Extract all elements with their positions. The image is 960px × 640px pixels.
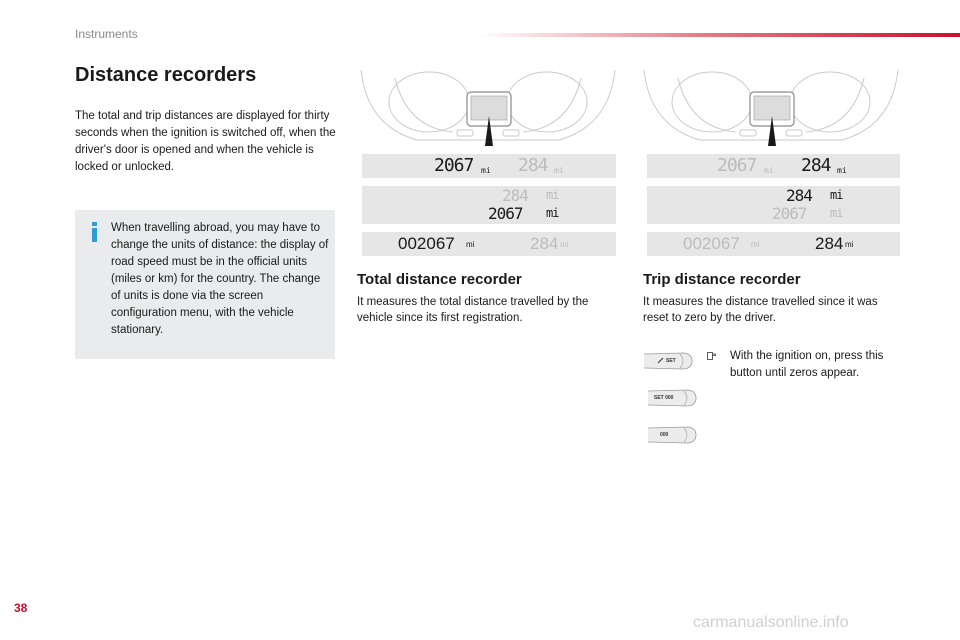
instrument-cluster-illustration	[640, 66, 902, 146]
total-value: 2067	[717, 155, 757, 176]
instrument-cluster-illustration	[357, 66, 619, 146]
total-unit: mi	[546, 206, 559, 220]
total-value: 2067	[488, 204, 523, 223]
total-value: 2067	[434, 155, 474, 176]
trip-value: 284	[815, 234, 844, 253]
total-unit: mi	[764, 166, 774, 175]
trip-unit: mi	[830, 188, 843, 202]
odometer-display-two-line	[362, 186, 616, 224]
trip-value: 284	[530, 234, 559, 253]
total-value: 2067	[772, 204, 807, 223]
trip-value: 284	[502, 186, 528, 205]
trip-recorder-text: It measures the distance travelled since it was reset to zero by the driver.	[643, 296, 878, 324]
page-number: 38	[14, 601, 28, 615]
reset-button[interactable]	[646, 424, 698, 446]
trip-value: 284	[518, 155, 548, 176]
total-unit: mi	[751, 240, 760, 249]
total-value: 002067	[683, 234, 740, 253]
watermark: carmanualsonline.info	[693, 614, 849, 631]
total-recorder-text: It measures the total distance travelled by the vehicle since its first registration.	[357, 296, 589, 324]
section-label: Instruments	[75, 27, 138, 41]
trip-unit: mi	[546, 188, 559, 202]
info-text: When travelling abroad, you may have to change the units of distance: the display of road speed must be in the official units (miles or km) for the country. The change of units is done via the screen configuration menu, with the vehicle stationary.	[111, 222, 329, 336]
trip-unit: mi	[560, 240, 569, 249]
total-value: 002067	[398, 234, 455, 253]
total-unit: mi	[466, 240, 475, 249]
total-unit: mi	[830, 206, 843, 220]
odometer-display-digital	[362, 232, 616, 256]
trip-unit: mi	[845, 240, 854, 249]
header-rule	[480, 33, 960, 37]
page-title: Distance recorders	[75, 64, 257, 86]
odometer-display-single-line	[362, 154, 616, 178]
set-reset-button[interactable]	[646, 387, 698, 409]
set-reset-button-label: SET 000	[654, 395, 674, 401]
trip-recorder-heading: Trip distance recorder	[643, 271, 801, 288]
odometer-display-two-line	[647, 186, 900, 224]
trip-value: 284	[786, 186, 812, 205]
trip-value: 284	[801, 155, 831, 176]
set-button[interactable]	[642, 350, 694, 372]
reset-button-label: 000	[660, 432, 669, 438]
info-box	[75, 210, 335, 359]
intro-paragraph: The total and trip distances are displayed for thirty seconds when the ignition is switched off, when the driver's door is opened and when the vehicle is locked or unlocked.	[75, 110, 336, 173]
trip-unit: mi	[554, 166, 564, 175]
total-unit: mi	[481, 166, 491, 175]
set-button-label: SET	[666, 358, 676, 364]
trip-unit: mi	[837, 166, 847, 175]
odometer-display-single-line	[647, 154, 900, 178]
total-recorder-heading: Total distance recorder	[357, 271, 522, 288]
info-icon	[89, 222, 99, 242]
reset-instruction: With the ignition on, press this button until zeros appear.	[730, 350, 884, 379]
stalk-outline	[646, 424, 698, 446]
pointing-hand-icon	[707, 352, 716, 360]
odometer-display-digital	[647, 232, 900, 256]
